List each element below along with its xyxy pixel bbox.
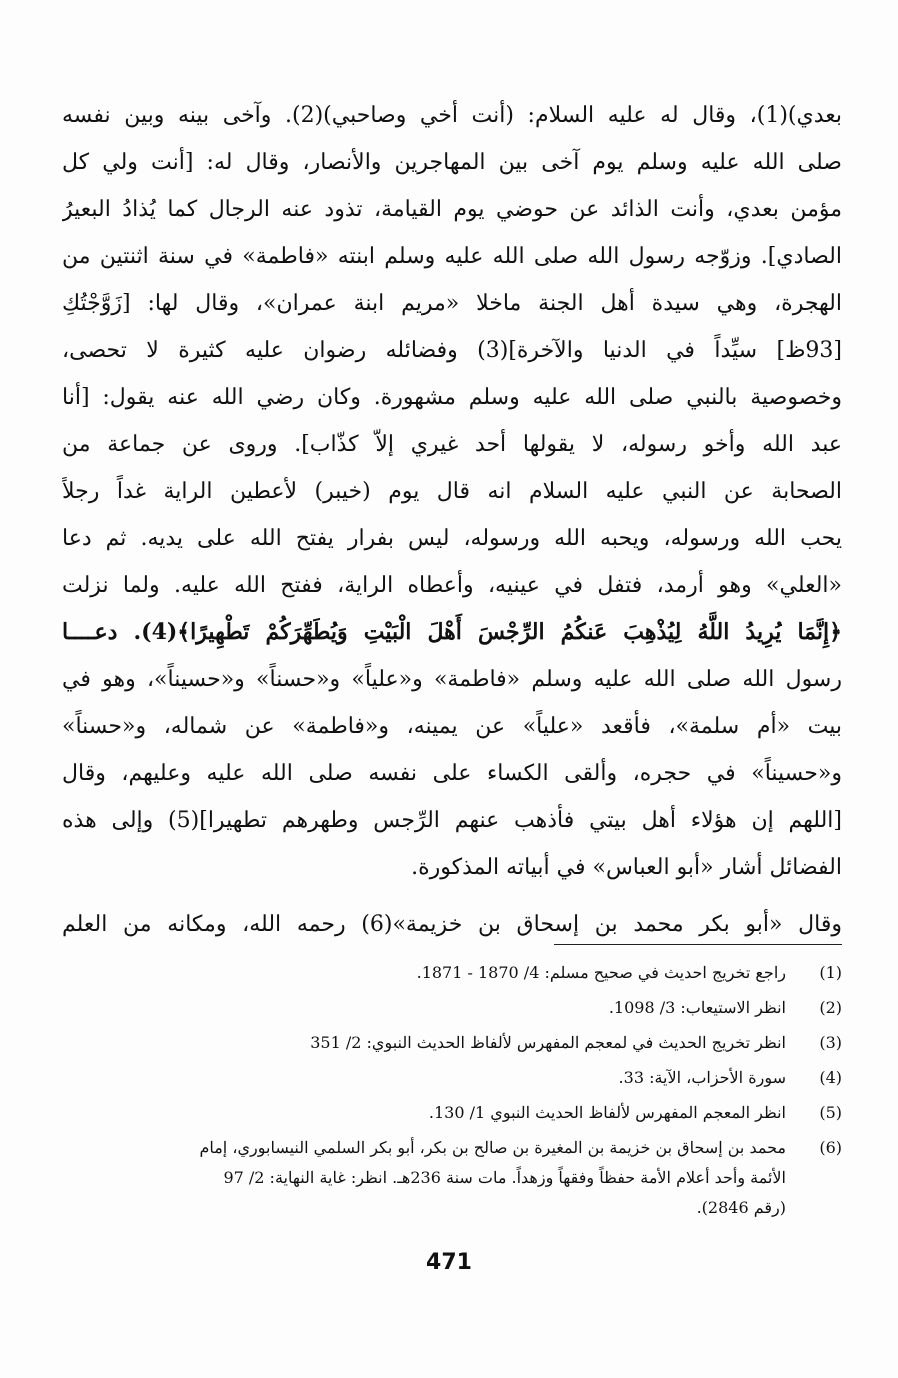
footnote: [62, 1063, 842, 1093]
footnote: [62, 1028, 842, 1058]
text-line: الصادي]. وزوّجه رسول الله صلى الله عليه وسلم ابنته «فاطمة» في سنة اثنتين من: [62, 244, 842, 269]
text-line: [اللهم إن هؤلاء أهل بيتي فأذهب عنهم الرِّجس وطهرهم تطهيرا](5) وإلى هذه: [62, 808, 842, 833]
footnote-number: (4): [819, 1068, 842, 1087]
footnote: [62, 993, 842, 1023]
main-text: [62, 92, 842, 948]
text-line: مؤمن بعدي، وأنت الذائد عن حوضي يوم القيامة، تذود عنه الرجال كما يُذادُ البعيرُ: [62, 197, 842, 222]
footnote-number: (3): [819, 1033, 842, 1052]
footnote-text: الأئمة وأحد أعلام الأمة حفظاً وفقهاً وزهداً. مات سنة 236هـ. انظر: غاية النهاية: 2/ 97: [223, 1168, 786, 1187]
footnote: [62, 1133, 842, 1223]
footnote-number: (2): [819, 998, 842, 1017]
text-line: «العلي» وهو أرمد، فتفل في عينيه، وأعطاه الراية، ففتح الله عليه. ولما نزلت: [62, 573, 842, 598]
text-line: الهجرة، وهي سيدة أهل الجنة ماخلا «مريم ابنة عمران»، وقال لها: [زَوَّجْتُكِ: [62, 291, 842, 316]
footnote-text: انظر تخريج الحديث في لمعجم المفهرس لألفاظ الحديث النبوي: 2/ 351: [310, 1033, 786, 1052]
text-line: صلى الله عليه وسلم يوم آخى بين المهاجرين والأنصار، وقال له: [أنت ولي كل: [62, 150, 842, 175]
text-line: بعدي)(1)، وقال له عليه السلام: (أنت أخي وصاحبي)(2). وآخى بينه وبين نفسه: [62, 103, 842, 128]
text-line: يحب الله ورسوله، ويحبه الله ورسوله، ليس بفرار يفتح الله على يديه. ثم دعا: [62, 526, 842, 551]
text-line: عبد الله وأخو رسوله، لا يقولها أحد غيري إلاّ كذّاب]. وروى عن جماعة من: [62, 432, 842, 457]
footnote: [62, 958, 842, 988]
footnote-text: سورة الأحزاب، الآية: 33.: [618, 1068, 786, 1087]
footnote-text: (رقم 2846).: [696, 1198, 786, 1217]
footnote-text: راجع تخريج احديث في صحيح مسلم: 4/ 1870 - 1871.: [416, 963, 786, 982]
footnote-separator: [554, 944, 842, 945]
text-line: و«حسيناً» في حجره، وألقى الكساء على نفسه صلى الله عليه وعليهم، وقال: [62, 761, 842, 786]
footnote: [62, 1098, 842, 1128]
text-line: وقال «أبو بكر محمد بن إسحاق بن خزيمة»(6) رحمه الله، ومكانه من العلم: [62, 912, 842, 937]
footnotes: [62, 958, 842, 1228]
footnote-text: انظر الاستيعاب: 3/ 1098.: [608, 998, 786, 1017]
footnote-text: محمد بن إسحاق بن خزيمة بن المغيرة بن صالح بن بكر، أبو بكر السلمي النيسابوري، إمام: [199, 1138, 786, 1157]
footnote-number: (6): [819, 1138, 842, 1157]
quran-verse-line: ﴿إِنَّمَا يُرِيدُ اللَّهُ لِيُذْهِبَ عَنكُمُ الرِّجْسَ أَهْلَ الْبَيْتِ وَيُطَهِّرَكُمْ تَطْهِيرًا﴾(4). دعــــا: [62, 619, 842, 645]
text-line: وخصوصية بالنبي صلى الله عليه وسلم مشهورة. وكان رضي الله عنه يقول: [أنا: [62, 385, 842, 410]
footnote-number: (5): [819, 1103, 842, 1122]
text-line: [93ظ] سيِّداً في الدنيا والآخرة](3) وفضائله رضوان عليه كثيرة لا تحصى،: [62, 338, 842, 363]
text-line: الصحابة عن النبي عليه السلام انه قال يوم (خيبر) لأعطين الراية غداً رجلاً: [62, 479, 842, 504]
page-number: 471: [426, 1250, 472, 1275]
text-line: رسول الله صلى الله عليه وسلم «فاطمة» و«علياً» و«حسناً» و«حسيناً»، وهو في: [62, 667, 842, 692]
paragraph-end-line: الفضائل أشار «أبو العباس» في أبياته المذكورة.: [411, 855, 842, 880]
footnote-number: (1): [819, 963, 842, 982]
text-line: بيت «أم سلمة»، فأقعد «علياً» عن يمينه، و«فاطمة» عن شماله، و«حسناً»: [62, 714, 842, 739]
footnote-text: انظر المعجم المفهرس لألفاظ الحديث النبوي 1/ 130.: [428, 1103, 786, 1122]
